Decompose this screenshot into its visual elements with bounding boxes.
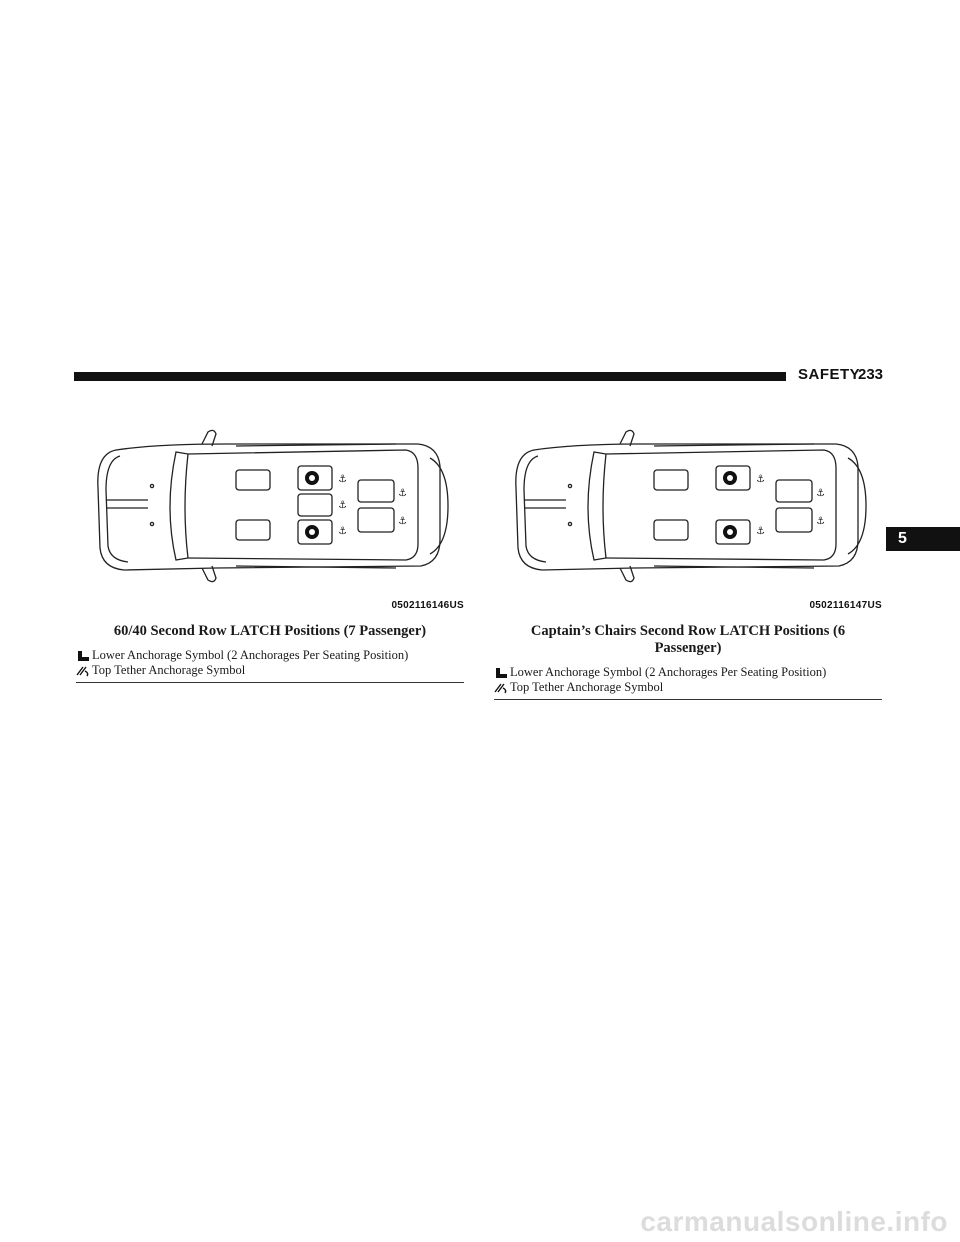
figure-caption: Captain’s Chairs Second Row LATCH Positions (6 Passenger) (530, 623, 846, 656)
svg-text:⚓: ⚓ (756, 526, 765, 537)
legend-item (76, 663, 464, 678)
svg-text:⚓: ⚓ (338, 526, 347, 537)
watermark: carmanualsonline.info (640, 1206, 948, 1237)
figure-code: 0502116146US (391, 600, 464, 611)
vehicle-top-view-6-passenger (494, 428, 882, 598)
svg-text:⚓: ⚓ (398, 488, 407, 499)
legend-item (494, 665, 882, 680)
legend-item (76, 648, 464, 663)
top-tether-icon (76, 665, 90, 677)
legend-text: Top Tether Anchorage Symbol (92, 663, 246, 677)
section-rule (494, 699, 882, 700)
legend (76, 648, 464, 678)
figure-caption: 60/40 Second Row LATCH Positions (7 Passenger) (113, 623, 427, 639)
section-rule (76, 682, 464, 683)
legend-item (494, 680, 882, 695)
svg-text:⚓: ⚓ (816, 516, 825, 527)
chapter-tab[interactable]: 5 (886, 527, 960, 551)
vehicle-top-view-7-passenger (76, 428, 464, 598)
svg-text:⚓: ⚓ (398, 516, 407, 527)
legend-text: Lower Anchorage Symbol (2 Anchorages Per Seating Position) (92, 648, 409, 662)
header-rule (74, 372, 786, 381)
lower-anchorage-icon (76, 650, 90, 662)
figure-6-passenger (494, 428, 882, 700)
top-tether-icon (338, 474, 407, 537)
svg-text:⚓: ⚓ (756, 474, 765, 485)
lower-anchorage-icon (494, 667, 508, 679)
legend-text: Top Tether Anchorage Symbol (510, 680, 664, 694)
legend-text: Lower Anchorage Symbol (2 Anchorages Per Seating Position) (510, 665, 827, 679)
figure-7-passenger (76, 428, 464, 683)
svg-text:⚓: ⚓ (338, 500, 347, 511)
legend (494, 665, 882, 695)
svg-text:⚓: ⚓ (816, 488, 825, 499)
lower-anchorage-icon (723, 471, 737, 539)
top-tether-icon (756, 474, 825, 537)
page-number: 233 (858, 366, 884, 383)
top-tether-icon (494, 682, 508, 694)
svg-text:⚓: ⚓ (338, 474, 347, 485)
section-title: SAFETY (798, 366, 861, 383)
figure-code: 0502116147US (809, 600, 882, 611)
lower-anchorage-icon (305, 471, 319, 539)
